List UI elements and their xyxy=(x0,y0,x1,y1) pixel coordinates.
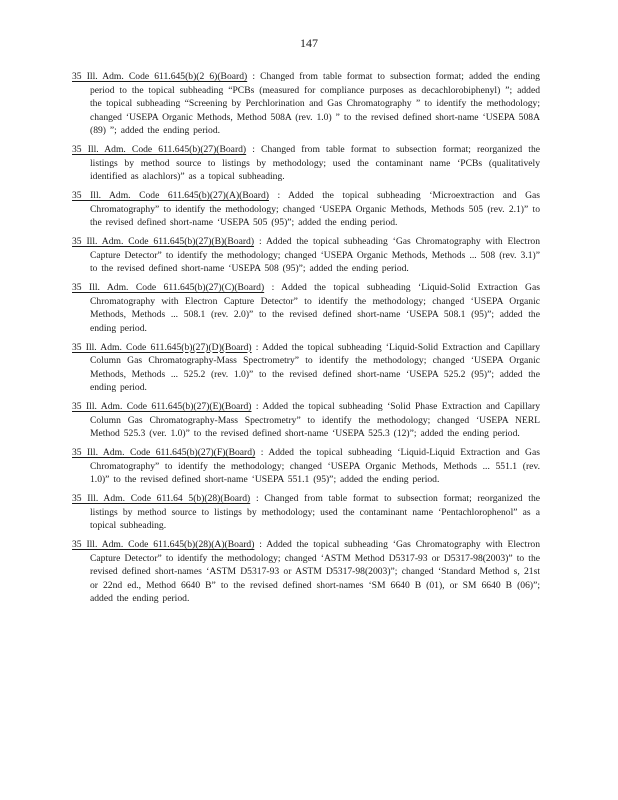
amendment-entry xyxy=(72,281,540,335)
citation: 35 Ill. Adm. Code 611.645(b)(27)(C)(Board) xyxy=(72,282,265,293)
amendment-list xyxy=(72,70,540,611)
amendment-text: : Changed from table format to subsection format; added the ending period to the topical subheading “PCBs (measured for compliance purposes as decachlorobiphenyl) ”; added the topical subheading “Screening by Perchlorination and Gas Chromatography ” to identify the methodology; changed ‘USEPA Organic Methods, Method 508A (rev. 1.0) ” to the revised defined short-name ‘USEPA 508A (89) ”; added the ending period. xyxy=(90,71,540,136)
citation: 35 Ill. Adm. Code 611.64 5(b)(28)(Board) xyxy=(72,493,251,504)
amendment-text: : Changed from table format to subsection format; reorganized the listings by method source to listings by methodology; used the contaminant name ‘Pentachlorophenol” as a topical subheading. xyxy=(90,493,540,531)
amendment-text: : Added the topical subheading ‘Solid Phase Extraction and Capillary Column Gas Chromatography-Mass Spectrometry” to identify the methodology; changed ‘USEPA NERL Method 525.3 (ver. 1.0)” to the revised defined short-name ‘USEPA 525.3 (12)”; added the ending period. xyxy=(90,401,541,439)
amendment-entry xyxy=(72,235,540,276)
amendment-text: : Changed from table format to subsection format; reorganized the listings by method source to listings by methodology; used the contaminant name ‘PCBs (qualitatively identified as alachlors)” as a topical subheading. xyxy=(90,144,540,182)
amendment-text: : Added the topical subheading ‘Liquid-Solid Extraction and Capillary Column Gas Chromatography-Mass Spectrometry” to identify the methodology; changed ‘USEPA Organic Methods, Methods ... 525.2 (rev. 1.0)” to the revised defined short-name ‘USEPA 525.2 (95)”; added the ending period. xyxy=(90,341,540,393)
citation: 35 Ill. Adm. Code 611.645(b)(28)(A)(Board) xyxy=(72,539,255,550)
citation: 35 Ill. Adm. Code 611.645(b)(27)(Board) xyxy=(72,144,247,155)
citation: 35 Ill. Adm. Code 611.645(b)(27)(D)(Board) xyxy=(72,341,252,353)
amendment-entry xyxy=(72,446,540,487)
citation: 35 Ill. Adm. Code 611.645(b)(27)(B)(Board) xyxy=(72,236,255,247)
citation: 35 Ill. Adm. Code 611.645(b)(2 6)(Board) xyxy=(72,71,248,82)
citation: 35 Ill. Adm. Code 611.645(b)(27)(E)(Board) xyxy=(72,401,252,412)
amendment-entry xyxy=(72,492,540,533)
amendment-entry xyxy=(72,70,540,138)
amendment-text: : Added the topical subheading ‘Microextraction and Gas Chromatography” to identify the methodology; changed ‘USEPA Organic Methods, Methods 505 (rev. 2.1)” to the revised defined short-name ‘USEPA 505 (95)”; added the ending period. xyxy=(90,190,540,228)
amendment-entry xyxy=(72,341,540,395)
amendment-text: : Added the topical subheading ‘Gas Chromatography with Electron Capture Detector” to identify the methodology; changed ‘USEPA Organic Methods, Methods ... 508 (rev. 3.1)” to the revised defined short-name ‘USEPA 508 (95)”; added the ending period. xyxy=(90,236,541,274)
citation: 35 Ill. Adm. Code 611.645(b)(27)(F)(Board) xyxy=(72,447,256,458)
amendment-text: : Added the topical subheading ‘Gas Chromatography with Electron Capture Detector” to identify the methodology; changed ‘ASTM Method D5317-93 or D5317-98(2003)” to the revised defined short-names ‘ASTM D5317-93 or ASTM D5317-98(2003)”; changed ‘Standard Method s, 21st or 22nd ed., Method 6640 B” to the revised defined short-names ‘SM 6640 B (01), or SM 6640 B (06)”; added the ending period. xyxy=(90,539,540,604)
amendment-entry xyxy=(72,143,540,184)
amendment-text: : Added the topical subheading ‘Liquid-Liquid Extraction and Gas Chromatography” to identify the methodology; changed ‘USEPA Organic Methods, Methods ... 551.1 (rev. 1.0)” to the revised defined short-name ‘USEPA 551.1 (95)”; added the ending period. xyxy=(90,447,540,485)
amendment-text: : Added the topical subheading ‘Liquid-Solid Extraction Gas Chromatography with Electron Capture Detector” to identify the methodology; changed ‘USEPA Organic Methods, Methods ... 508.1 (rev. 2.0)” to the revised defined short-name ‘USEPA 508.1 (95)”; added the ending period. xyxy=(90,282,540,334)
amendment-entry xyxy=(72,538,540,606)
citation: 35 Ill. Adm. Code 611.645(b)(27)(A)(Board) xyxy=(72,190,269,201)
amendment-entry xyxy=(72,189,540,230)
amendment-entry xyxy=(72,400,540,441)
page-number: 147 xyxy=(300,36,318,50)
